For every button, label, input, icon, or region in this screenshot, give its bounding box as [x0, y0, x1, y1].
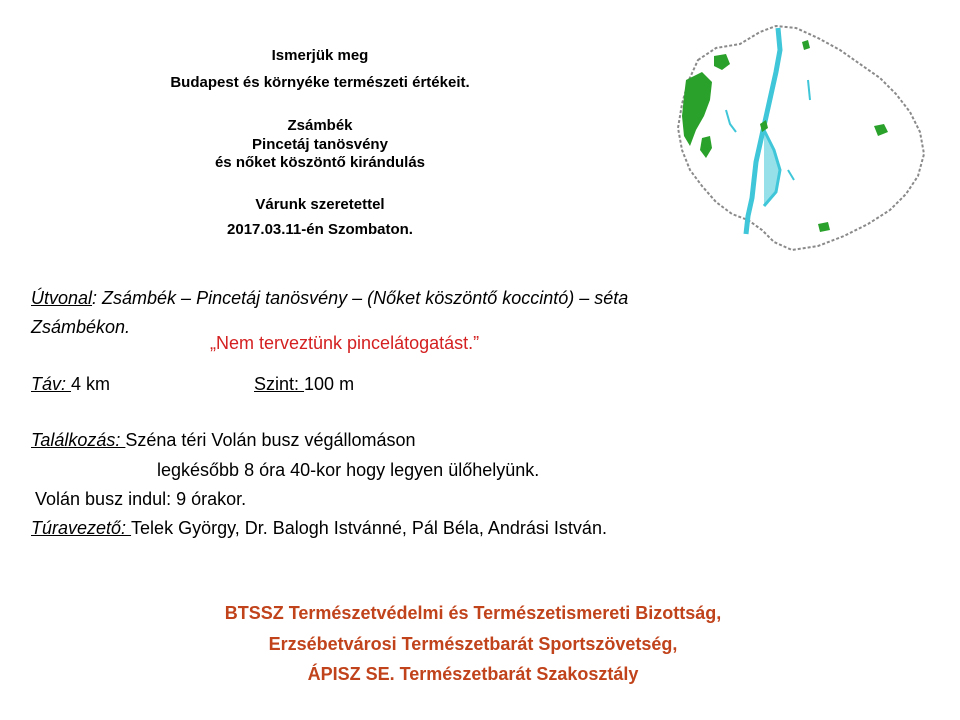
- route-line-1: [31, 287, 628, 309]
- level-value: 100 m: [304, 374, 355, 394]
- distance-label: Táv:: [31, 374, 72, 394]
- header-line-6: Várunk szeretettel: [255, 196, 385, 213]
- green-area-7: [802, 40, 810, 50]
- footer-line-2: Erzsébetvárosi Természetbarát Sportszövetség,: [268, 634, 678, 654]
- meeting-text-1: Széna téri Volán busz végállomáson: [125, 430, 416, 450]
- route-line-2: Zsámbékon.: [31, 317, 131, 337]
- guides-label: Túravezető:: [31, 518, 132, 538]
- green-area-1: [682, 72, 712, 146]
- green-area-5: [874, 124, 888, 136]
- meeting-line-2: legkésőbb 8 óra 40-kor hogy legyen ülőhelyünk.: [157, 460, 540, 480]
- distance-value: 4 km: [71, 374, 111, 394]
- bus-departure: Volán busz indul: 9 órakor.: [35, 489, 247, 509]
- footer-line-3: ÁPISZ SE. Természetbarát Szakosztály: [307, 664, 639, 684]
- green-area-3: [700, 136, 712, 158]
- level-label: Szint:: [254, 374, 305, 394]
- stream-3: [788, 170, 794, 180]
- header-line-5: és nőket köszöntő kirándulás: [214, 154, 426, 171]
- green-area-6: [818, 222, 830, 232]
- header-line-3: Zsámbék: [287, 117, 353, 134]
- header-line-1: Ismerjük meg: [271, 47, 369, 64]
- stream-1: [726, 110, 736, 132]
- header-line-4: Pincetáj tanösvény: [252, 136, 388, 153]
- route-label: Útvonal: [31, 288, 93, 308]
- footer-line-1: BTSSZ Természetvédelmi és Természetismereti Bizottság,: [224, 603, 722, 623]
- stream-2: [808, 80, 810, 100]
- meeting-label: Találkozás:: [31, 430, 126, 450]
- header-line-7: 2017.03.11-én Szombaton.: [227, 221, 413, 238]
- distance-line: [31, 373, 110, 395]
- guides-names: Telek György, Dr. Balogh Istvánné, Pál Béla, Andrási István.: [131, 518, 607, 538]
- route-text-1: : Zsámbék – Pincetáj tanösvény – (Nőket köszöntő koccintó) – séta: [92, 288, 629, 308]
- header-line-2: Budapest és környéke természeti értékeit.: [170, 74, 470, 91]
- budapest-map-icon: [668, 20, 930, 260]
- green-area-2: [714, 54, 730, 70]
- danube-branch: [764, 130, 780, 206]
- guides-line: [31, 517, 607, 539]
- meeting-line-1: [31, 429, 416, 451]
- level-line: [254, 373, 354, 395]
- route-note: „Nem terveztünk pincelátogatást.”: [210, 333, 480, 353]
